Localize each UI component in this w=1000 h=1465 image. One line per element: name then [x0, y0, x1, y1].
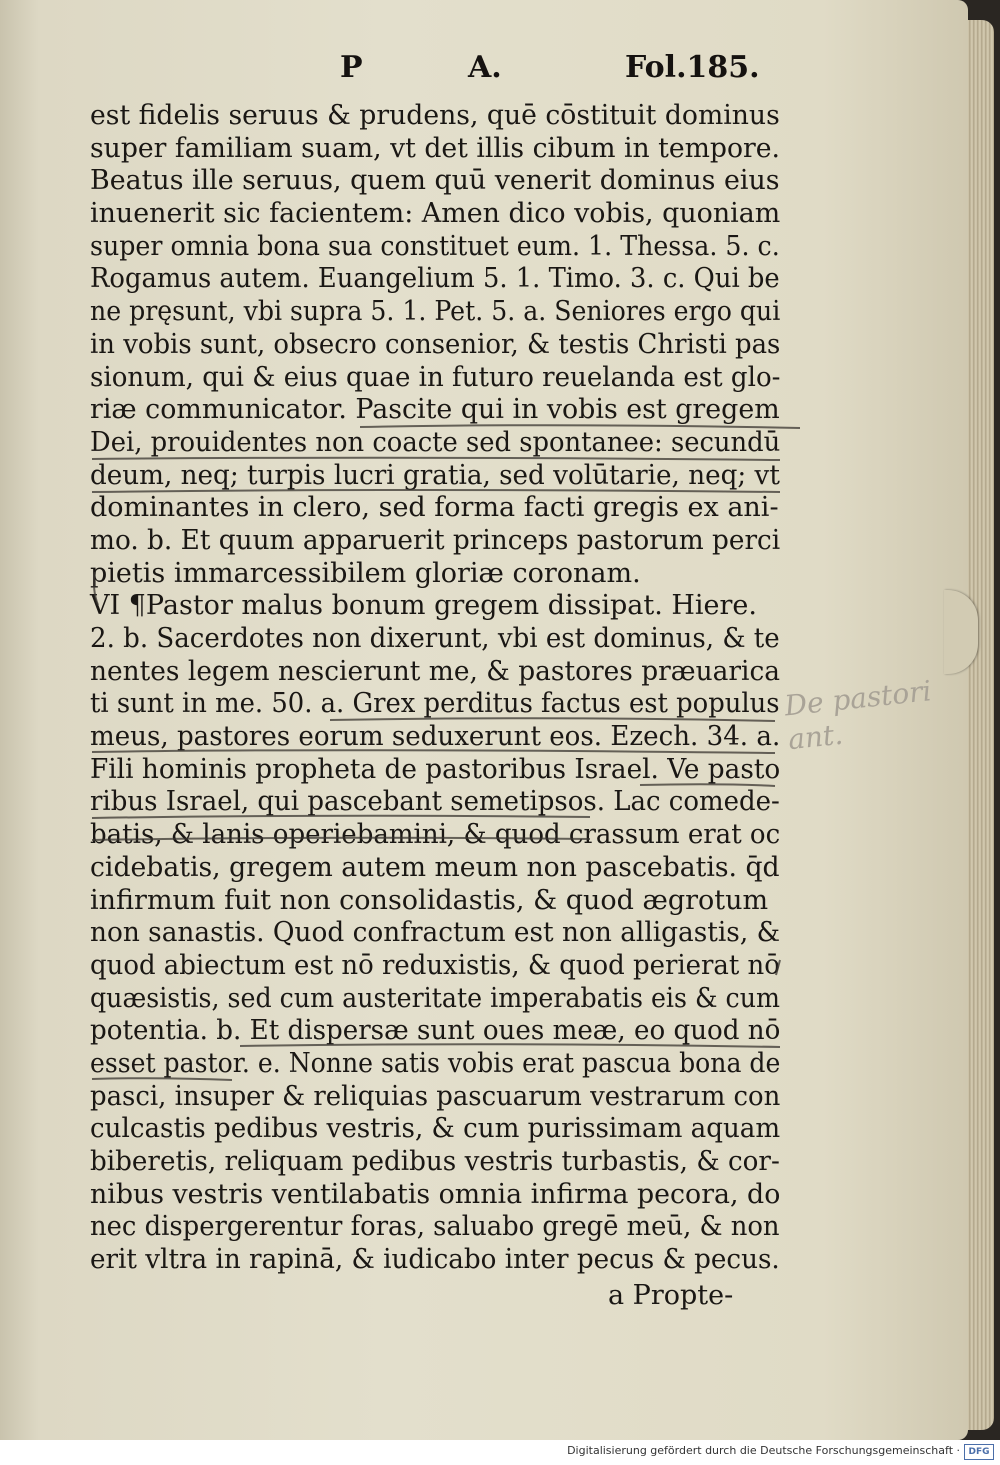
text-line: nibus vestris ventilabatis omnia infirma pecora, do — [90, 1178, 781, 1210]
text-line: super omnia bona sua constituet eum. 1. Thessa. 5. c. — [90, 230, 780, 262]
text-line: pietis immarcessibilem gloriæ coronam. — [90, 557, 641, 589]
text-line: infirmum fuit non consolidastis, & quod ægrotum — [90, 884, 769, 916]
text-line: non sanastis. Quod confractum est non alligastis, & — [90, 917, 781, 949]
text-line: meus, pastores eorum seduxerunt eos. Ezech. 34. a. — [90, 721, 781, 753]
text-line: ti sunt in me. 50. a. Grex perditus factus est populus — [90, 688, 780, 720]
text-line: ne pręsunt, vbi supra 5. 1. Pet. 5. a. Seniores ergo qui — [90, 296, 781, 328]
text-line: esset pastor. e. Nonne satis vobis erat pascua bona de — [90, 1047, 781, 1079]
text-line: super familiam suam, vt det illis cibum in tempore. — [90, 132, 781, 164]
margin-note-line1: De pastori — [782, 674, 933, 723]
folio-number: Fol.185. — [625, 50, 760, 85]
main-text — [90, 100, 780, 1277]
text-line: riæ communicator. Pascite qui in vobis est gregem — [90, 394, 780, 426]
text-line: mo. b. Et quum apparuerit princeps pastorum perci — [90, 524, 781, 556]
text-line: ribus Israel, qui pascebant semetipsos. Lac comede- — [90, 786, 780, 818]
text-line: pasci, insuper & reliquias pascuarum vestrarum con — [90, 1080, 781, 1112]
text-line: dominantes in clero, sed forma facti gregis ex ani- — [90, 492, 779, 524]
text-line: erit vltra in rapinā, & iudicabo inter pecus & pecus. — [90, 1244, 780, 1276]
text-line: Rogamus autem. Euangelium 5. 1. Timo. 3. c. Qui be — [90, 263, 780, 295]
header-letter-a: A. — [468, 50, 502, 85]
text-line: deum, neq; turpis lucri gratia, sed volūtarie, neq; vt — [90, 459, 780, 491]
text-line: nec dispergerentur foras, saluabo gregē meū, & non — [90, 1211, 780, 1243]
text-line: batis, & lanis operiebamini, & quod crassum erat oc — [90, 819, 781, 851]
page-header — [340, 50, 780, 90]
dfg-logo: DFG — [964, 1444, 994, 1460]
text-line: VI ¶Pastor malus bonum gregem dissipat. Hiere. — [90, 590, 757, 622]
margin-note-line2: ant. — [786, 717, 845, 757]
text-line: sionum, qui & eius quae in futuro reuelanda est glo- — [90, 361, 781, 393]
text-line: biberetis, reliquam pedibus vestris turbastis, & cor- — [90, 1146, 780, 1177]
dfg-credit: Digitalisierung gefördert durch die Deutsche Forschungsgemeinschaft · — [567, 1444, 960, 1457]
text-line: Dei, prouidentes non coacte sed spontanee: secundū — [90, 426, 781, 458]
text-line: culcastis pedibus vestris, & cum purissimam aquam — [90, 1113, 781, 1145]
text-line: quod abiectum est nō reduxistis, & quod perierat nō — [90, 949, 780, 981]
text-line: potentia. b. Et dispersæ sunt oues meæ, eo quod nō — [90, 1015, 781, 1047]
text-line: Fili hominis propheta de pastoribus Israel. Ve pasto — [90, 753, 781, 785]
text-line: nentes legem nescierunt me, & pastores præuarica — [90, 655, 781, 687]
catchword: a Propte- — [608, 1280, 734, 1311]
text-line: inuenerit sic facientem: Amen dico vobis, quoniam — [90, 198, 781, 230]
text-line: cidebatis, gregem autem meum non pascebatis. q̄d — [90, 851, 780, 883]
digitization-footer — [0, 1440, 1000, 1465]
text-line: 2. b. Sacerdotes non dixerunt, vbi est dominus, & te — [90, 623, 780, 654]
text-line: Beatus ille seruus, quem quū venerit dominus eius — [90, 165, 780, 197]
text-line: quæsistis, sed cum austeritate imperabatis eis & cum — [90, 982, 780, 1014]
text-line: in vobis sunt, obsecro consenior, & testis Christi pas — [90, 328, 781, 360]
text-line: est fidelis seruus & prudens, quē cōstituit dominus — [90, 100, 780, 131]
header-letter-p: P — [340, 50, 363, 85]
